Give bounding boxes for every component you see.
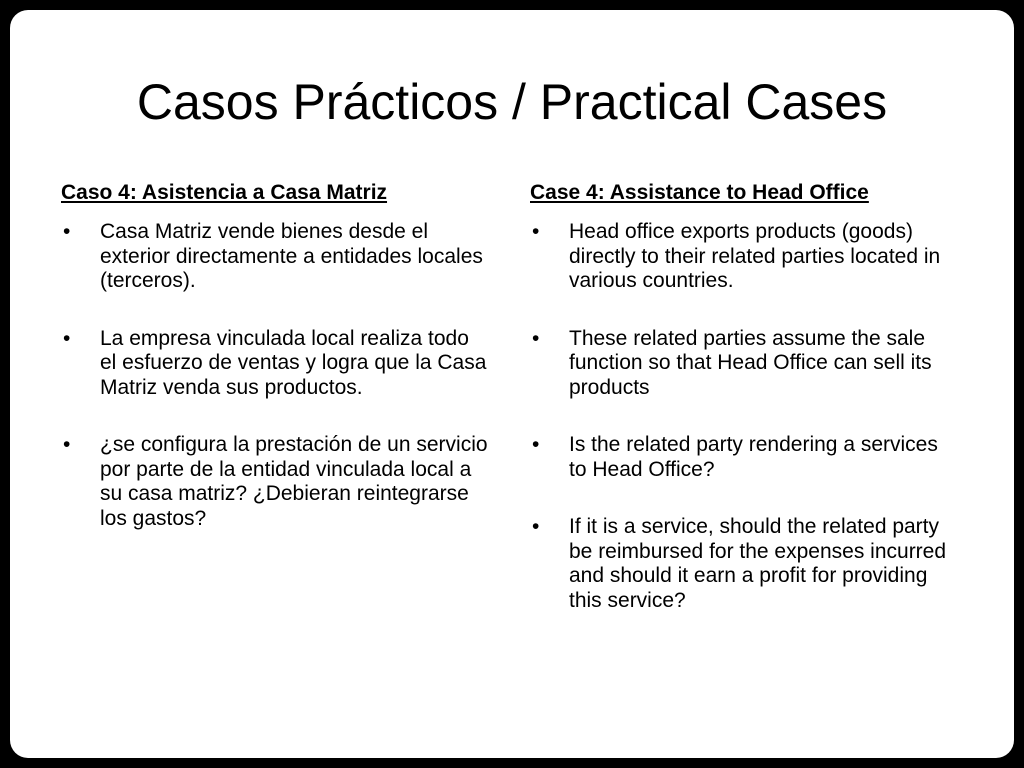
slide-title: Casos Prácticos / Practical Cases (136, 74, 888, 130)
bullet-icon: • (532, 515, 540, 538)
left-column (61, 180, 501, 564)
bullet-icon: • (63, 433, 71, 456)
list-item (61, 220, 490, 294)
bullet-icon: • (532, 220, 540, 243)
left-bullet-list (61, 220, 501, 531)
left-column-heading: Caso 4: Asistencia a Casa Matriz (61, 181, 388, 204)
bullet-text: These related parties assume the sale function so that Head Office can sell its products (569, 326, 932, 399)
bullet-text: Head office exports products (goods) directly to their related parties located in various countries. (569, 220, 941, 292)
slide (10, 10, 1014, 758)
list-item (61, 327, 490, 401)
list-item (530, 515, 959, 613)
list-item (530, 433, 959, 482)
bullet-text: Is the related party rendering a services to Head Office? (569, 433, 938, 481)
right-column (530, 180, 970, 646)
list-item (61, 433, 490, 531)
bullet-icon: • (63, 220, 71, 243)
bullet-icon: • (532, 326, 540, 350)
list-item (530, 327, 959, 401)
bullet-text: ¿se configura la prestación de un servicio por parte de la entidad vinculada local a su casa matriz? ¿Debieran reintegrarse los gastos? (100, 433, 488, 530)
bullet-text: If it is a service, should the related party be reimbursed for the expenses incurred and should it earn a profit for providing this service? (569, 515, 947, 612)
bullet-icon: • (532, 433, 540, 456)
bullet-text: Casa Matriz vende bienes desde el exterior directamente a entidades locales (terceros). (100, 220, 483, 292)
list-item (530, 220, 959, 294)
right-column-heading: Case 4: Assistance to Head Office (530, 181, 869, 204)
bullet-icon: • (63, 326, 71, 350)
right-bullet-list (530, 220, 970, 613)
bullet-text: La empresa vinculada local realiza todo el esfuerzo de ventas y logra que la Casa Matriz venda sus productos. (100, 326, 487, 399)
